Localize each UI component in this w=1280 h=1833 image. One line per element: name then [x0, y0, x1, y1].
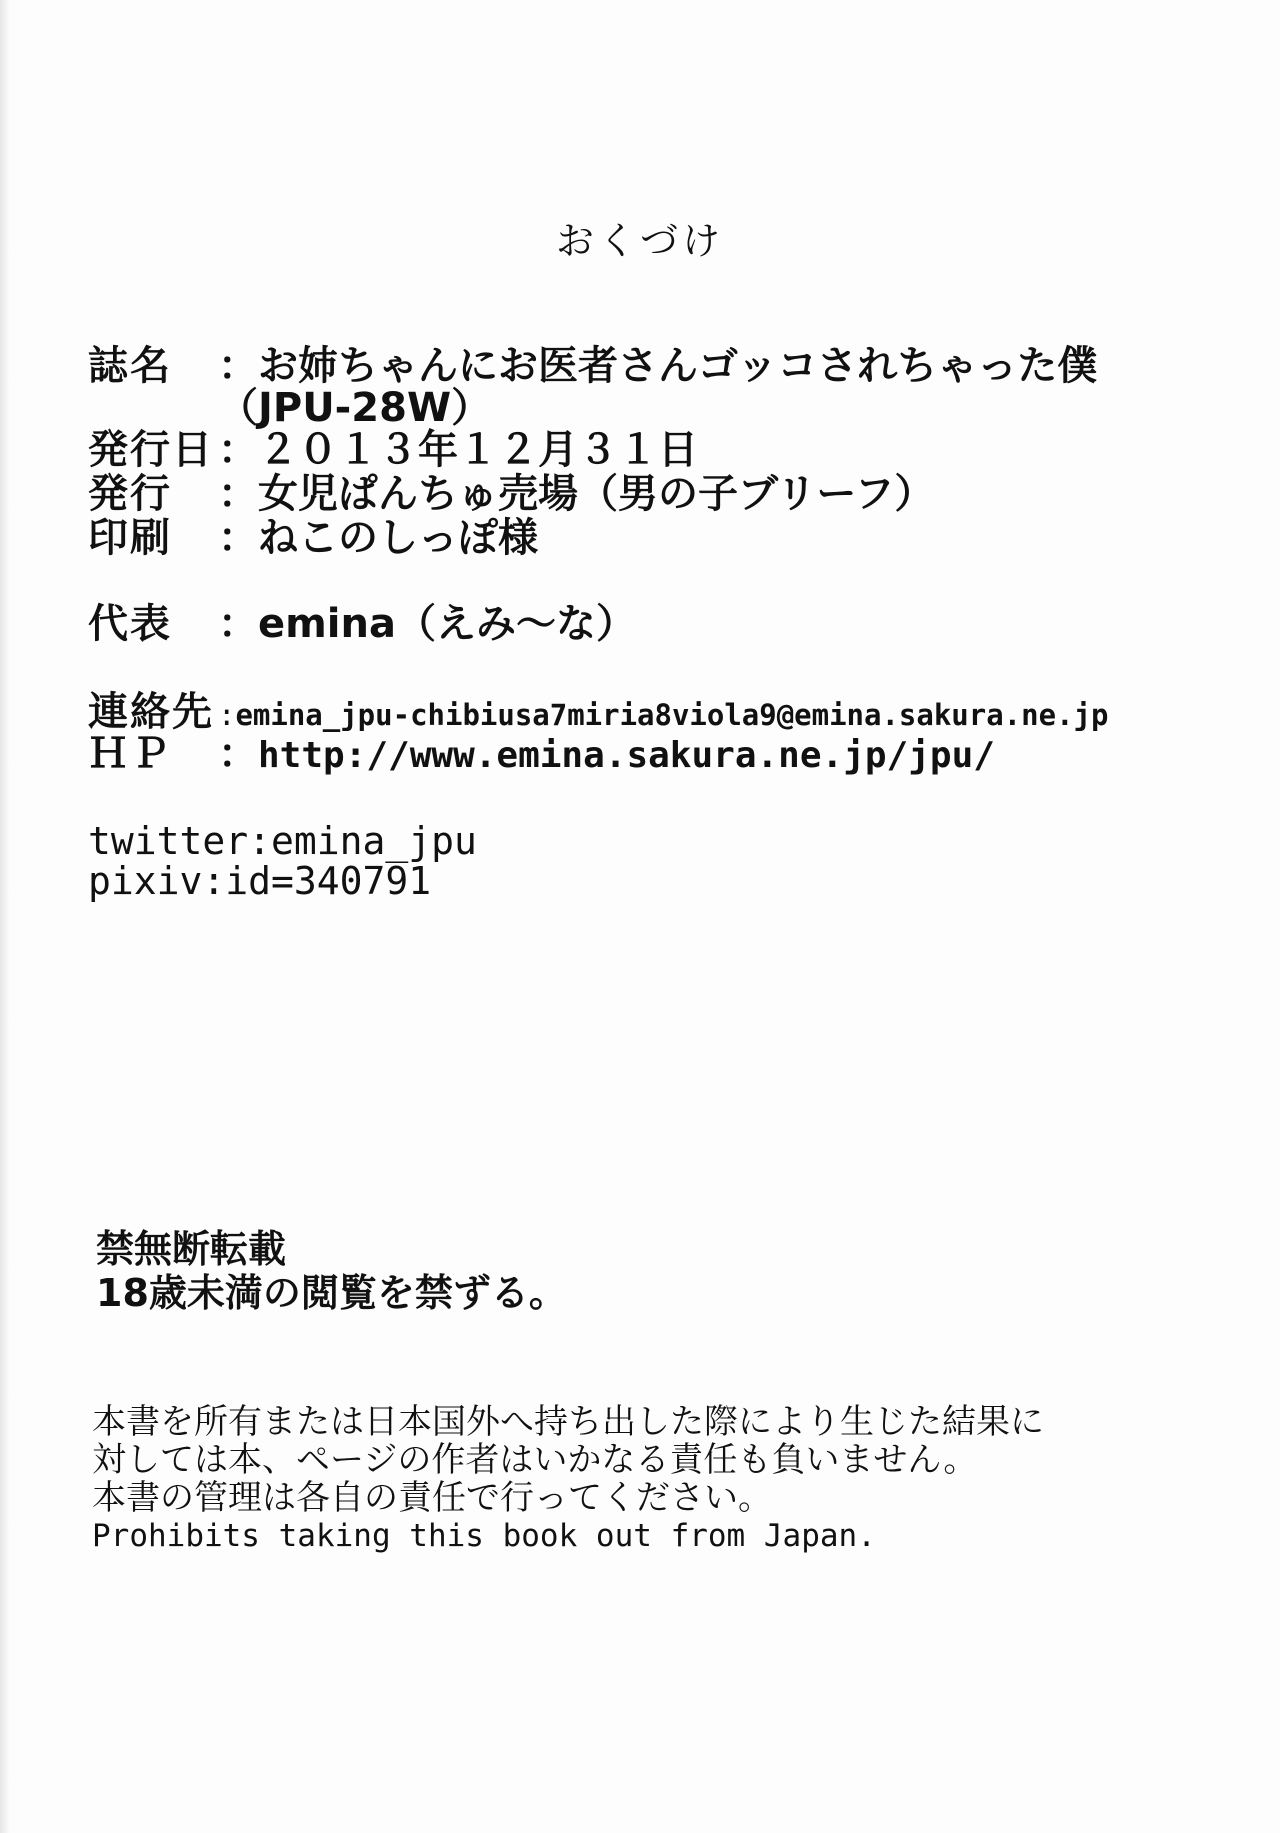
representative-label: 代表 [88, 601, 172, 647]
book-title-row [88, 342, 1097, 390]
pixiv-id: pixiv:id=340791 [88, 859, 432, 903]
book-title-value: お姉ちゃんにお医者さんゴッコされちゃった僕 [258, 343, 1098, 389]
age-limit-notice: 18歳未満の閲覧を禁ずる。 [96, 1271, 567, 1315]
no-reprint-notice: 禁無断転載 [96, 1227, 287, 1271]
homepage-label: ＨＰ [88, 731, 172, 777]
disclaimer-line-3: 本書の管理は各自の責任で行ってください。 [92, 1478, 772, 1518]
publisher-label: 発行 [88, 471, 172, 517]
printer-sep: ： [218, 515, 258, 561]
publisher-row [88, 470, 934, 518]
scan-edge-shadow [0, 0, 10, 1833]
contact-sep: : [218, 698, 236, 732]
disclaimer-line-2: 対しては本、ページの作者はいかなる責任も負いません。 [92, 1440, 978, 1480]
contact-label: 連絡先 [88, 689, 214, 735]
page-title: おくづけ [555, 219, 724, 263]
book-code: （JPU-28W） [218, 385, 492, 431]
book-title-label: 誌名 [88, 343, 172, 389]
homepage-sep: ： [218, 731, 258, 777]
representative-row [88, 600, 636, 648]
representative-value: emina（えみ～な） [258, 601, 636, 647]
twitter-handle: twitter:emina_jpu [88, 819, 477, 863]
release-date-sep: ： [218, 427, 258, 473]
printer-value: ねこのしっぽ様 [258, 515, 538, 561]
disclaimer-line-1: 本書を所有または日本国外へ持ち出した際により生じた結果に [92, 1402, 1044, 1442]
representative-sep: ： [218, 601, 258, 647]
disclaimer-english: Prohibits taking this book out from Japan. [92, 1518, 876, 1554]
book-code-row [218, 384, 491, 432]
book-title-sep: ： [218, 343, 258, 389]
printer-row [88, 514, 538, 562]
release-date-row [88, 426, 698, 474]
release-date-label: 発行日 [88, 427, 214, 473]
publisher-sep: ： [218, 471, 258, 517]
homepage-row [88, 730, 995, 780]
release-date-value: ２０１３年１２月３１日 [258, 427, 698, 473]
homepage-url: http://www.emina.sakura.ne.jp/jpu/ [258, 735, 995, 776]
publisher-value: 女児ぱんちゅ売場（男の子ブリーフ） [258, 471, 935, 517]
printer-label: 印刷 [88, 515, 172, 561]
contact-email: emina_jpu-chibiusa7miria8viola9@emina.sakura.ne.jp [235, 698, 1109, 732]
